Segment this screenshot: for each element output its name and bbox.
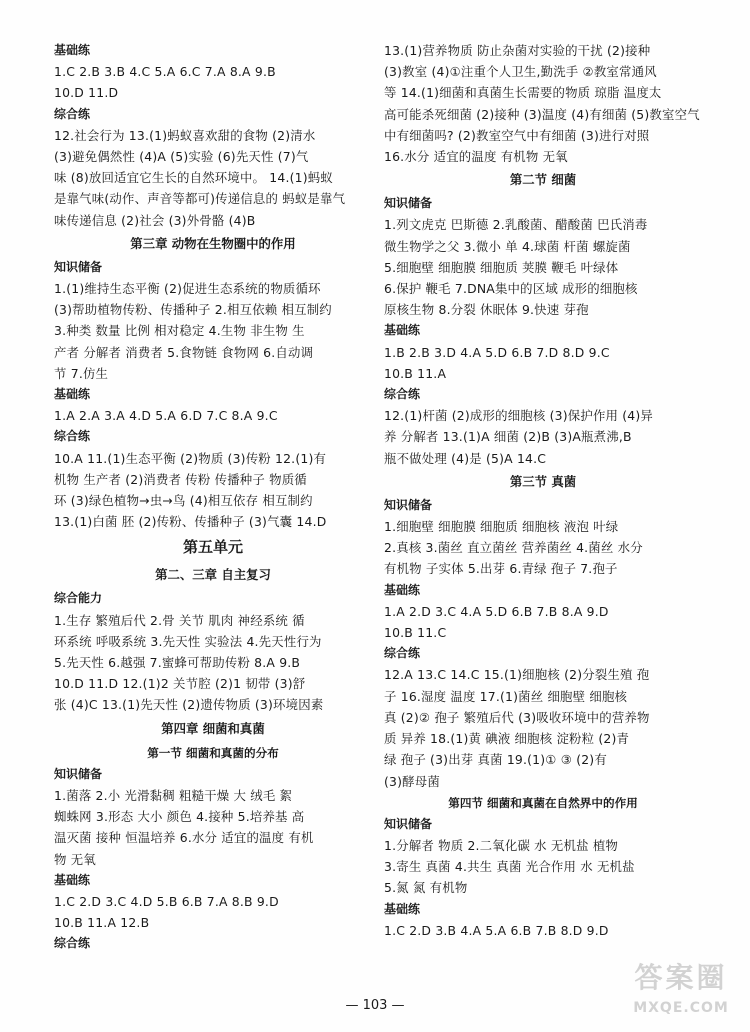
chapter-heading: 第三章 动物在生物圈中的作用 [130, 235, 296, 251]
watermark-text: 答案圈 [634, 961, 728, 994]
answer-line: 养 分解者 13.(1)A 细菌 (2)B (3)A瓶煮沸,B [384, 429, 632, 445]
answer-line: 1.A 2.D 3.C 4.A 5.D 6.B 7.B 8.A 9.D [384, 603, 609, 619]
answer-line: 微生物学之父 3.微小 单 4.球菌 杆菌 螺旋菌 [384, 238, 631, 254]
answer-line: 1.生存 繁殖后代 2.骨 关节 肌肉 神经系统 循 [54, 612, 305, 628]
answer-line: 5.先天性 6.越强 7.蜜蜂可帮助传粉 8.A 9.B [54, 655, 301, 671]
answer-line: 高可能杀死细菌 (2)接种 (3)温度 (4)有细菌 (5)教室空气 [384, 106, 700, 122]
section-label: 综合能力 [54, 591, 103, 606]
unit-heading: 第五单元 [182, 538, 243, 557]
answer-line: 味传递信息 (2)社会 (3)外骨骼 (4)B [54, 212, 256, 228]
answer-line: 1.C 2.D 3.B 4.A 5.A 6.B 7.B 8.D 9.D [384, 922, 609, 938]
section-label: 基础练 [384, 901, 421, 916]
section-label: 知识储备 [384, 196, 433, 211]
answer-line: 10.B 11.A 12.B [54, 915, 150, 931]
answer-line: 有机物 子实体 5.出芽 6.青绿 孢子 7.孢子 [384, 561, 618, 577]
chapter-heading: 第四章 细菌和真菌 [161, 720, 265, 736]
section-label: 知识储备 [54, 766, 103, 781]
section-label: 基础练 [54, 872, 91, 887]
answer-line: 1.菌落 2.小 光滑黏稠 粗糙干燥 大 绒毛 絮 [54, 787, 293, 803]
section-label: 知识储备 [384, 816, 433, 831]
answer-line: 5.氮 氮 有机物 [384, 880, 468, 896]
answer-line: 2.真核 3.菌丝 直立菌丝 营养菌丝 4.菌丝 水分 [384, 540, 643, 556]
answer-line: 1.B 2.B 3.D 4.A 5.D 6.B 7.D 8.D 9.C [384, 344, 610, 360]
answer-line: 1.C 2.D 3.C 4.D 5.B 6.B 7.A 8.B 9.D [54, 893, 279, 909]
left-column [54, 40, 372, 955]
answer-line: 10.B 11.A [384, 365, 447, 381]
answer-line: 5.细胞壁 细胞膜 细胞质 荚膜 鞭毛 叶绿体 [384, 259, 619, 275]
subsection-heading: 第四节 细菌和真菌在自然界中的作用 [448, 795, 638, 810]
answer-line: 12.社会行为 13.(1)蚂蚁喜欢甜的食物 (2)清水 [54, 127, 316, 143]
answer-line: 节 7.仿生 [54, 365, 109, 381]
answer-line: 环系统 呼吸系统 3.先天性 实验法 4.先天性行为 [54, 633, 322, 649]
answer-line: 12.(1)杆菌 (2)成形的细胞核 (3)保护作用 (4)异 [384, 408, 654, 424]
section-label: 基础练 [384, 582, 421, 597]
answer-line: 1.分解者 物质 2.二氧化碳 水 无机盐 植物 [384, 837, 618, 853]
subsection-heading: 第一节 细菌和真菌的分布 [147, 745, 279, 760]
chapter-heading: 第二节 细菌 [509, 172, 577, 188]
answer-line: 环 (3)绿色植物→虫→鸟 (4)相互依存 相互制约 [54, 493, 313, 509]
answer-line: 16.水分 适宜的温度 有机物 无氧 [384, 149, 568, 165]
answer-line: 味 (8)放回适宜它生长的自然环境中。 14.(1)蚂蚁 [54, 170, 333, 186]
answer-line: 1.列文虎克 巴斯德 2.乳酸菌、醋酸菌 巴氏消毒 [384, 217, 648, 233]
answer-line: 10.D 11.D [54, 85, 119, 101]
answer-line: 温灭菌 接种 恒温培养 6.水分 适宜的温度 有机 [54, 830, 314, 846]
section-label: 综合练 [54, 429, 91, 444]
answer-line: 10.B 11.C [384, 625, 447, 641]
answer-line: 13.(1)营养物质 防止杂菌对实验的干扰 (2)接种 [384, 43, 651, 58]
section-label: 基础练 [54, 387, 91, 402]
answer-line: (3)帮助植物传粉、传播种子 2.相互依赖 相互制约 [54, 302, 332, 318]
section-label: 基础练 [384, 323, 421, 338]
answer-line: 1.(1)维持生态平衡 (2)促进生态系统的物质循环 [54, 281, 321, 297]
section-label: 综合练 [54, 936, 91, 951]
answer-line: 中有细菌吗? (2)教室空气中有细菌 (3)进行对照 [384, 127, 650, 143]
section-label: 综合练 [384, 387, 421, 402]
answer-line: 1.C 2.B 3.B 4.C 5.A 6.C 7.A 8.A 9.B [54, 64, 276, 80]
answer-line: 等 14.(1)细菌和真菌生长需要的物质 琼脂 温度太 [384, 85, 662, 101]
answer-line: 10.D 11.D 12.(1)2 关节腔 (2)1 韧带 (3)舒 [54, 676, 306, 692]
section-label: 基础练 [54, 43, 91, 57]
answer-line: 12.A 13.C 14.C 15.(1)细胞核 (2)分裂生殖 孢 [384, 667, 650, 683]
answer-line: 原核生物 8.分裂 休眠体 9.快速 芽孢 [384, 302, 589, 318]
page-number: — 103 — [345, 998, 405, 1013]
answer-line: 绿 孢子 (3)出芽 真菌 19.(1)① ③ (2)有 [384, 752, 607, 768]
answer-line: 真 (2)② 孢子 繁殖后代 (3)吸收环境中的营养物 [384, 709, 650, 725]
right-column [384, 40, 702, 941]
section-label: 知识储备 [54, 259, 103, 274]
answer-line: 质 异养 18.(1)黄 碘液 细胞核 淀粉粒 (2)青 [384, 731, 630, 747]
answer-line: 机物 生产者 (2)消费者 传粉 传播种子 物质循 [54, 471, 307, 487]
section-label: 综合练 [384, 646, 421, 661]
chapter-heading: 第三节 真菌 [509, 473, 577, 489]
answer-line: 产者 分解者 消费者 5.食物链 食物网 6.自动调 [54, 344, 314, 360]
answer-line: 3.寄生 真菌 4.共生 真菌 光合作用 水 无机盐 [384, 859, 635, 875]
answer-line: 1.细胞壁 细胞膜 细胞质 细胞核 液泡 叶绿 [384, 519, 619, 535]
answer-line: 张 (4)C 13.(1)先天性 (2)遗传物质 (3)环境因素 [54, 697, 324, 713]
answer-line: 蜘蛛网 3.形态 大小 颜色 4.接种 5.培养基 高 [54, 809, 305, 825]
answer-line: (3)教室 (4)①注重个人卫生,勤洗手 ②教室常通风 [384, 64, 657, 80]
answer-line: 3.种类 数量 比例 相对稳定 4.生物 非生物 生 [54, 323, 305, 339]
watermark-url: MXQE.COM [633, 1000, 729, 1016]
answer-line: 1.A 2.A 3.A 4.D 5.A 6.D 7.C 8.A 9.C [54, 408, 278, 424]
answer-line: 子 16.湿度 温度 17.(1)菌丝 细胞壁 细胞核 [384, 688, 628, 704]
answer-line: 10.A 11.(1)生态平衡 (2)物质 (3)传粉 12.(1)有 [54, 450, 327, 466]
chapter-heading: 第二、三章 自主复习 [155, 567, 271, 583]
answer-line: 13.(1)白菌 胚 (2)传粉、传播种子 (3)气囊 14.D [54, 514, 327, 530]
answer-line: (3)酵母菌 [384, 773, 440, 789]
answer-line: (3)避免偶然性 (4)A (5)实验 (6)先天性 (7)气 [54, 149, 309, 165]
answer-line: 6.保护 鞭毛 7.DNA集中的区域 成形的细胞核 [384, 281, 638, 297]
answer-line: 物 无氧 [54, 851, 96, 867]
answer-line: 是靠气味(动作、声音等都可)传递信息的 蚂蚁是靠气 [54, 191, 346, 207]
section-label: 知识储备 [384, 497, 433, 512]
watermark-logo [618, 958, 744, 1028]
answer-line: 瓶不做处理 (4)是 (5)A 14.C [384, 450, 547, 466]
section-label: 综合练 [54, 106, 91, 121]
